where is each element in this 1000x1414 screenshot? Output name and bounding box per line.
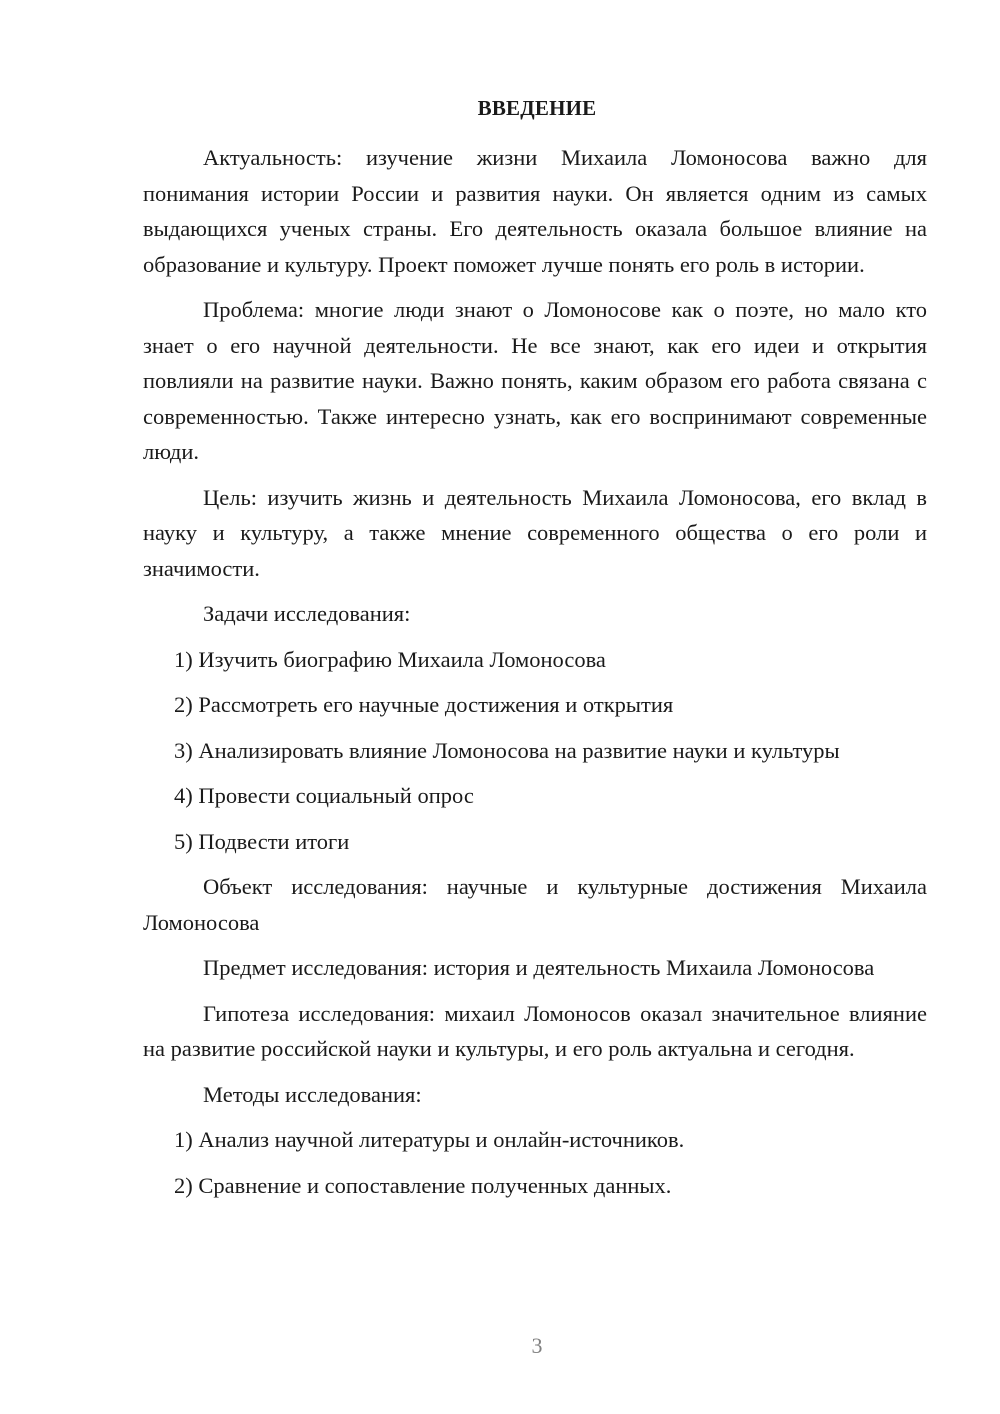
object-paragraph: Объект исследования: научные и культурные достижения Михаила Ломоносова (143, 874, 927, 935)
goal-paragraph: Цель: изучить жизнь и деятельность Михаила Ломоносова, его вклад в науку и культуру, а также мнение современного общества о его роли и значимости. (143, 484, 927, 581)
list-item-text: Изучить биографию Михаила Ломоносова (198, 646, 606, 672)
list-item-text: Рассмотреть его научные достижения и открытия (198, 692, 674, 717)
list-item-text: Анализировать влияние Ломоносова на развитие науки и культуры (198, 737, 840, 763)
list-item-text: Анализ научной литературы и онлайн-источников. (198, 1127, 685, 1152)
list-item (143, 642, 927, 678)
page-number: 3 (531, 1333, 543, 1358)
list-item-number: 1) (174, 1127, 193, 1152)
body-text (143, 140, 927, 1213)
list-item (143, 1122, 927, 1158)
problem-paragraph: Проблема: многие люди знают о Ломоносове как о поэте, но мало кто знает о его научной деятельности. Не все знают, как его идеи и открытия повлияли на развитие науки. Важно понять, каким образом его работа связана с современностью. Также интересно узнать, как его воспринимают современные люди. (143, 297, 927, 464)
list-item-number: 4) (174, 783, 193, 808)
section-heading: ВВЕДЕНИЕ (477, 96, 597, 120)
methods-list (143, 1122, 927, 1203)
list-item-number: 2) (174, 1172, 193, 1198)
list-item-text: Провести социальный опрос (198, 783, 474, 808)
list-item-text: Подвести итоги (198, 828, 350, 854)
subject-paragraph: Предмет исследования: история и деятельность Михаила Ломоносова (203, 955, 875, 980)
relevance-paragraph: Актуальность: изучение жизни Михаила Ломоносова важно для понимания истории России и развития науки. Он является одним из самых выдающихся ученых страны. Его деятельность оказала большое влияние на образование и культуру. Проект поможет лучше понять его роль в истории. (143, 145, 927, 277)
list-item (143, 824, 927, 860)
tasks-heading: Задачи исследования: (203, 601, 411, 626)
list-item-text: Сравнение и сопоставление полученных данных. (198, 1172, 672, 1198)
list-item-number: 3) (174, 737, 193, 763)
list-item (143, 778, 927, 814)
list-item-number: 5) (174, 828, 193, 854)
list-item (143, 1168, 927, 1204)
list-item-number: 1) (174, 646, 193, 672)
list-item (143, 687, 927, 723)
list-item (143, 733, 927, 769)
methods-heading: Методы исследования: (203, 1081, 422, 1107)
tasks-list (143, 642, 927, 860)
hypothesis-paragraph: Гипотеза исследования: михаил Ломоносов оказал значительное влияние на развитие российской науки и культуры, и его роль актуальна и сегодня. (143, 1000, 927, 1061)
list-item-number: 2) (174, 692, 193, 717)
